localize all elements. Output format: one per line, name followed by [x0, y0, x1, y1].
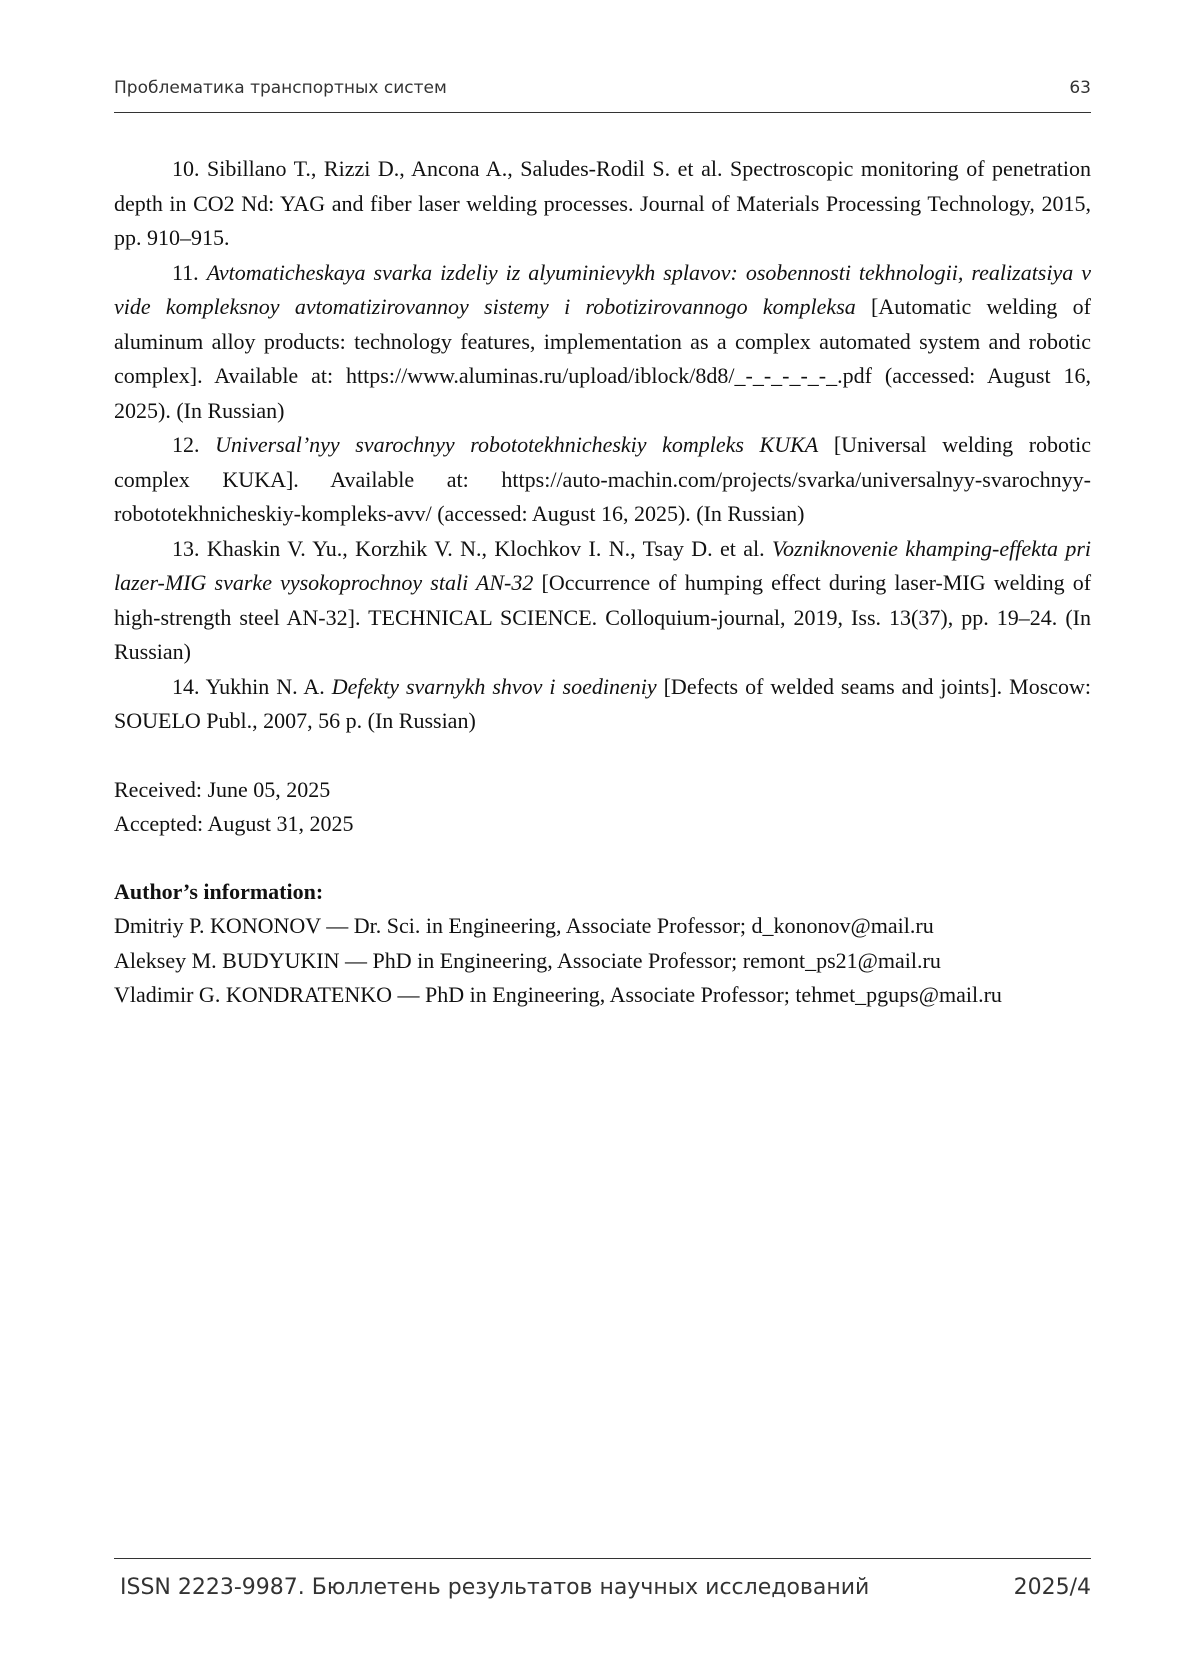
- received-date: Received: June 05, 2025: [114, 776, 331, 802]
- author-line: Dmitriy P. KONONOV — Dr. Sci. in Engineering, Associate Professor; d_kononov@mail.ru: [114, 913, 934, 938]
- reference-title-italic: Avtomaticheskaya svarka izdeliy iz alyuminievykh splavov: osobennosti tekhnologii, realizatsiya v vide kompleksnoy avtomatizirovannoy sistemy i robotizirovannogo kompleksa: [114, 259, 1091, 319]
- author-line: Vladimir G. KONDRATENKO — PhD in Engineering, Associate Professor; tehmet_pgups@mail.ru: [114, 982, 1002, 1007]
- reference-number: 13.: [172, 535, 200, 561]
- reference-title-italic: Vozniknovenie khamping-effekta pri lazer-MIG svarke vysokoprochnoy stali AN-32: [114, 535, 1092, 595]
- reference-authors: Khaskin V. Yu., Korzhik V. N., Klochkov I. N., Tsay D. et al.: [206, 535, 765, 561]
- author-line: Aleksey M. BUDYUKIN — PhD in Engineering, Associate Professor; remont_ps21@mail.ru: [114, 947, 941, 973]
- reference-14: [114, 670, 1091, 739]
- reference-authors: Yukhin N. A.: [205, 673, 325, 699]
- reference-text: [Universal welding robotic complex KUKA]. Available at: https://auto-machin.com/projects/svarka/universalnyy-svarochnyy-robototekhnicheskiy-kompleks-avv/ (accessed: August 16, 2025). (In Russian): [114, 432, 1092, 526]
- reference-13: [114, 532, 1091, 670]
- reference-number: 10.: [172, 156, 200, 181]
- running-header: [114, 72, 1091, 113]
- reference-text: [Occurrence of humping effect during laser-MIG welding of high-strength steel AN-32]. TECHNICAL SCIENCE. Colloquium-journal, 2019, Iss. 13(37), pp. 19–24. (In Russian): [114, 570, 1092, 664]
- journal-section-title: Проблематика транспортных систем: [114, 78, 447, 98]
- issue-number: 2025/4: [1013, 1575, 1091, 1600]
- reference-text: [Automatic welding of aluminum alloy products: technology features, implementation as a complex automated system and robotic complex]. Available at: https://www.aluminas.ru/upload/iblock/8d8/_-_-_-_-_-_.pdf (accessed: August 16, 2025). (In Russian): [114, 294, 1091, 423]
- reference-title-italic: Universal’nyy svarochnyy robototekhnicheskiy kompleks KUKA: [215, 432, 819, 457]
- reference-title-italic: Defekty svarnykh shvov i soedineniy: [331, 673, 657, 699]
- page-number: 63: [1069, 78, 1091, 98]
- author-information: [114, 875, 1091, 1013]
- reference-12: [114, 428, 1091, 532]
- reference-11: [114, 256, 1091, 429]
- article-dates: [114, 773, 1091, 842]
- author-info-heading: Author’s information:: [114, 878, 324, 904]
- page-content: [114, 152, 1091, 1013]
- reference-number: 12.: [172, 432, 200, 457]
- reference-10: [114, 152, 1091, 256]
- reference-text: [Defects of welded seams and joints]. Moscow: SOUELO Publ., 2007, 56 p. (In Russian): [114, 673, 1092, 733]
- accepted-date: Accepted: August 31, 2025: [114, 811, 354, 836]
- reference-number: 11.: [172, 259, 199, 285]
- journal-issn-title: ISSN 2223-9987. Бюллетень результатов научных исследований: [120, 1575, 870, 1600]
- running-footer: [114, 1558, 1091, 1600]
- reference-number: 14.: [172, 673, 200, 699]
- reference-text: Sibillano T., Rizzi D., Ancona A., Saludes-Rodil S. et al. Spectroscopic monitoring of penetration depth in CO2 Nd: YAG and fiber laser welding processes. Journal of Materials Processing Technology, 2015, pp. 910–915.: [114, 156, 1092, 250]
